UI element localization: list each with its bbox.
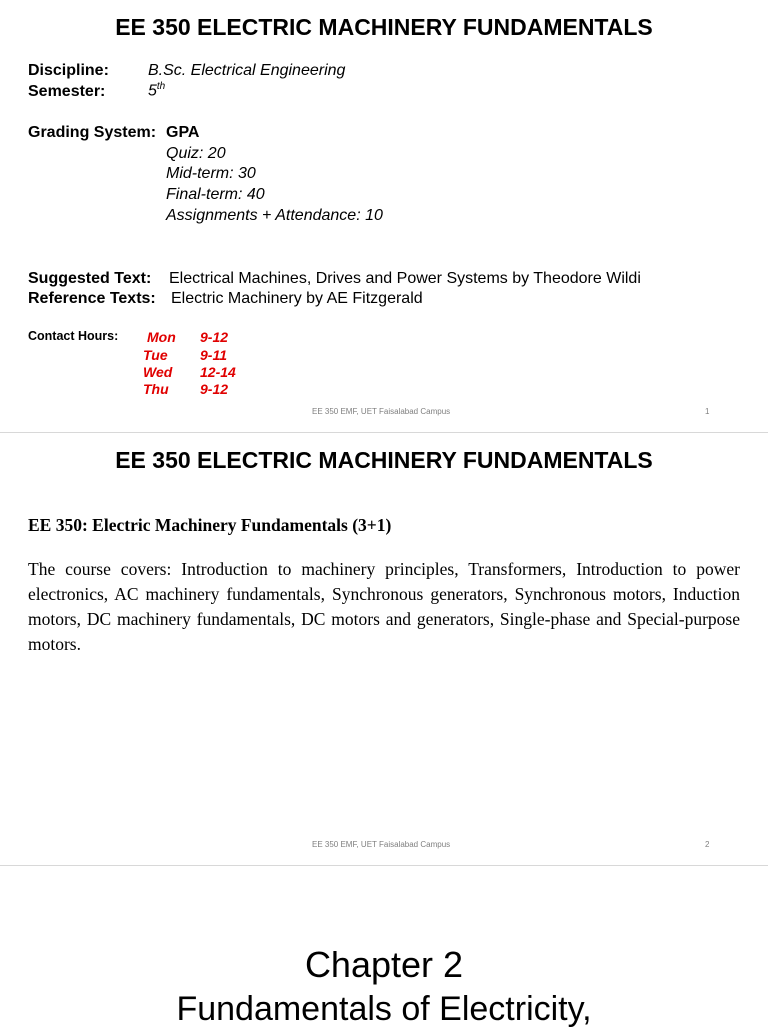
slide-title: EE 350 ELECTRIC MACHINERY FUNDAMENTALS bbox=[115, 14, 653, 40]
page-number: 2 bbox=[705, 840, 710, 849]
chapter-title: Chapter 2 bbox=[304, 944, 464, 985]
slide-3 bbox=[0, 866, 768, 1028]
contact-hours-label bbox=[28, 329, 118, 343]
chapter-subtitle: Fundamentals of Electricity, bbox=[176, 990, 592, 1028]
grading-label: Grading System: bbox=[28, 124, 157, 141]
course-description: The course covers: Introduction to machinery principles, Transformers, Introduction to power electronics, AC machinery fundamentals, Synchronous generators, Synchronous motors, Induction motors, DC machinery fundamentals, DC motors and generators, Single-phase and Special-purpose motors. bbox=[28, 559, 740, 654]
contact-hours-text: Contact Hours bbox=[28, 329, 115, 343]
slide-1 bbox=[0, 0, 768, 432]
semester-value bbox=[148, 81, 165, 100]
suggested-text-label: Suggested Text: bbox=[28, 270, 152, 287]
slide-title: EE 350 ELECTRIC MACHINERY FUNDAMENTALS bbox=[115, 447, 653, 473]
slide-2 bbox=[0, 433, 768, 865]
grading-item: Mid-term: 30 bbox=[166, 165, 256, 182]
semester-number: 5 bbox=[148, 82, 157, 100]
page-number: 1 bbox=[705, 407, 710, 416]
contact-time: 9-12 bbox=[200, 329, 229, 345]
contact-hours-colon: : bbox=[114, 329, 119, 343]
contact-day: Wed bbox=[143, 364, 173, 380]
grading-value: GPA bbox=[166, 124, 200, 141]
contact-time: 12-14 bbox=[200, 364, 236, 380]
course-heading: EE 350: Electric Machinery Fundamentals (3+1) bbox=[28, 515, 392, 535]
contact-time: 9-11 bbox=[200, 347, 227, 363]
slide-footer: EE 350 EMF, UET Faisalabad Campus bbox=[312, 840, 451, 849]
grading-item: Quiz: 20 bbox=[166, 145, 226, 162]
suggested-text-value: Electrical Machines, Drives and Power Systems by Theodore Wildi bbox=[169, 270, 641, 287]
semester-superscript: th bbox=[156, 81, 166, 92]
discipline-label: Discipline: bbox=[28, 62, 109, 79]
contact-day: Thu bbox=[143, 381, 169, 397]
grading-item: Assignments + Attendance: 10 bbox=[166, 207, 383, 224]
discipline-value: B.Sc. Electrical Engineering bbox=[148, 62, 346, 79]
contact-time: 9-12 bbox=[200, 381, 229, 397]
grading-item: Final-term: 40 bbox=[166, 186, 265, 203]
reference-texts-value: Electric Machinery by AE Fitzgerald bbox=[171, 290, 423, 307]
contact-day: Tue bbox=[143, 347, 168, 363]
reference-texts-label: Reference Texts: bbox=[28, 290, 156, 307]
slide-footer: EE 350 EMF, UET Faisalabad Campus bbox=[312, 407, 451, 416]
semester-label: Semester: bbox=[28, 83, 106, 100]
contact-day: Mon bbox=[147, 329, 176, 345]
